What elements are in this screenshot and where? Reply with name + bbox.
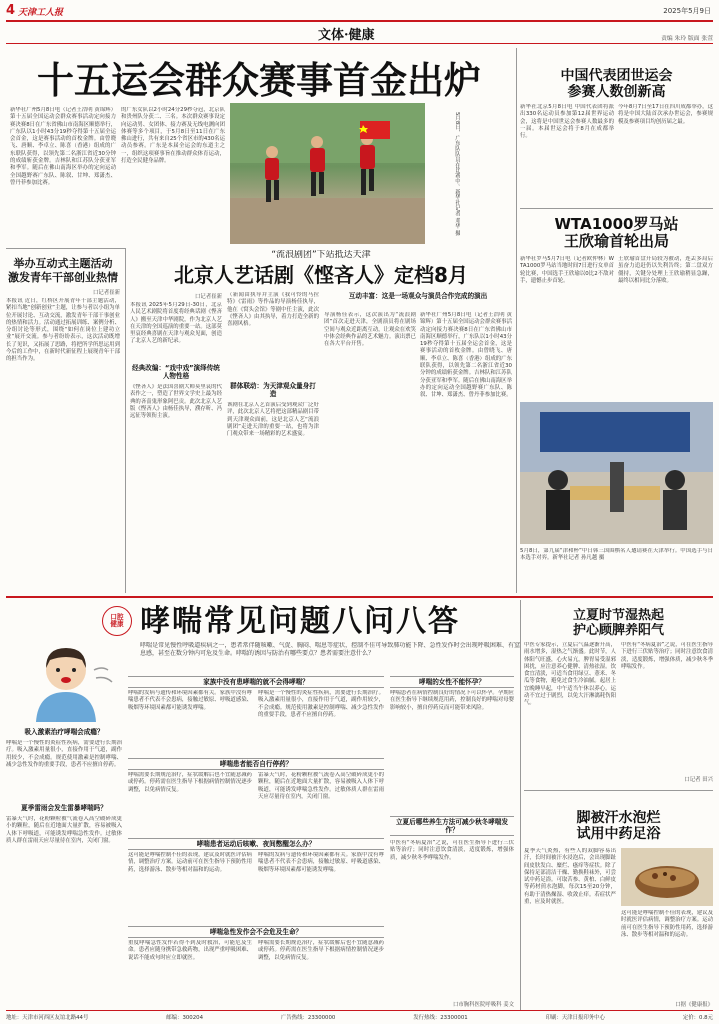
headline-summer-2: 护心顾脾养阳气: [572, 623, 664, 638]
headline-foot-bath-2: 试用中药足浴: [576, 826, 661, 842]
footer-price: 定价：0.8元: [682, 1015, 713, 1021]
herbal-bowl-illustration: [621, 848, 713, 906]
headline-drama: 北京人艺话剧《悭吝人》定档8月: [174, 263, 468, 287]
top-rule: [6, 20, 713, 22]
col-divider-left: [125, 248, 126, 593]
article-drama-col1b: 《悭吝人》是法国喜剧大师莫里哀的代表作之一，塑造了世界文学史上最为经典的吝啬鬼形象阿巴贡。此次北京人艺版《悭吝人》由杨佳执导，濮存昕、冯远征等领衔主演。: [130, 384, 222, 420]
footer-rule: [6, 1010, 713, 1011]
subhead-drama-2: 群体联动：为天津观众量身打造: [230, 382, 316, 398]
headline-wta-1: WTA1000罗马站: [554, 216, 679, 233]
asthma-a4-col2: 雷暴天气时，花粉颗粒被气流卷入高空破碎成更小的颗粒，随后在近地面大量扩散，容易被吸入人体下呼吸道，可能诱发哮喘急性发作。过敏体质人群在雷雨天应尽量待在室内，关闭门窗。: [258, 772, 384, 800]
footer: [6, 1013, 713, 1023]
article-youth-cadre: 本报讯 近日，红桥区开展青年干部主题活动，紧扣当地“创新创业”主题，让参与者以小组为单位开展讨论、互动交流，激发青年干部干事创业的热情和活力。活动通过拓展训练、案例分析、分组讨论等形式，围绕“如何在岗位上建功立业”展开交流。参与者纷纷表示，这次活动既增长了见识，又拓展了思路，将把所学所思运用到今后的工作中，在新时代新征程上展现青年干部的担当作为。: [6, 298, 120, 363]
subhead-drama-1: 经典改编：“戏中戏”演绎传统人物性格: [132, 364, 220, 380]
paper-name: 天津工人报: [18, 8, 64, 18]
photo-herbal-bath: [621, 848, 713, 906]
runners-illustration: [230, 103, 425, 244]
article-summer-col1: 中医专家提示，立夏后气温逐渐升高，雨水增多，湿热之气渐盛。此时节，人体阳气旺盛，心火易亢，脾胃易受湿邪困扰，应注意养心健脾、清热祛湿。饮食宜清淡，可适当食用绿豆、薏米、冬瓜等食物，避免过食生冷油腻。起居上宜晚睡早起，中午适当午休以养心。运动不宜过于剧烈，以免大汗淋漓耗伤阳气。: [524, 642, 616, 707]
rule-world-games: [520, 208, 713, 209]
issue-date: 2025年5月9日: [663, 7, 711, 15]
go-match-illustration: [520, 402, 713, 544]
kicker-drama: “流浪剧团”下站抵达天津: [271, 250, 371, 260]
asthma-q3: 家族中没有患哮喘的就不会得哮喘？: [128, 676, 384, 688]
article-wta-col1: 新华社罗马5月7日电（记者欧仲林）WTA1000罗马站当地时间7日进行女单首轮比赛，中国选手王欣瑜以0比2不敌对手，遗憾止步首轮。: [520, 256, 614, 284]
footer-distribution: 发行热线：23300001: [413, 1015, 468, 1021]
rule-summer: [524, 790, 713, 791]
page-number: 4: [6, 3, 16, 18]
asthma-q8: 立夏后哪些养生方法可减少秋冬哮喘发作？: [390, 816, 514, 836]
headline-foot-bath-1: 脚被汗水泡烂: [576, 810, 661, 826]
illustration-asthma: [6, 640, 124, 722]
asthma-a3-col2: 哮喘是一个慢性的炎症性疾病，需要进行长期治疗。吸入激素用量很小，直接作用于气道，副作用较少，不会成瘾。规范使用激素是控制哮喘、减少急性发作的重要手段，患者不应擅自停药。: [258, 690, 384, 718]
health-tag-label: 口腔健康: [110, 612, 124, 628]
editor-credits: 责编 朱玲 版面 张萱: [661, 36, 713, 42]
article-summer-col2: 中医有“冬病夏治”之说，可在医生指导下进行三伏贴等治疗；同时注意饮食清淡，适度锻炼，增强体质，减少秋冬季哮喘发作。: [621, 642, 713, 670]
asthma-a6-col1: 重度哮喘急性发作若得不到及时救治，可能危及生命。患者应随身携带急救药物，出现严重呼吸困难、说话不能成句时应立即就医。: [128, 940, 252, 961]
article-national-games-col1: 新华社广州5月8日电（记者王浩明 黄锦辉）第十五届全国运动会群众赛事活动定向接力赛决赛8日在广东省佛山市南海区顺德举行，广东队以1小时43分19秒夺得第十五届全运会首金，这是赛事活动的首枚金牌。由曾晓飞、唐顺、李卓立、陈喜（香港）组成的广东联队获得，以领先第二名浙江省近30分钟的成绩斩获金牌。吉林队和江苏队分获亚军和季军。随后在佛山南海区举办的定向运动全国越野赛广东队、陈叙、甘坤、郑潇杰、曾丹菲参加比赛。: [10, 107, 116, 186]
byline-asthma: 口市胸科医院呼吸科 姜文: [452, 1002, 514, 1008]
footer-postcode: 邮编：300204: [166, 1015, 204, 1021]
photo-relay-race: [230, 103, 425, 244]
section-title: 文体·健康: [318, 28, 375, 42]
band-rule: [6, 596, 713, 598]
asthma-a7: 哮喘患者在病情控制良好的情况下可以怀孕。孕期应在医生指导下继续规范用药，控制良好的哮喘对母婴影响较小，擅自停药反而可能带来风险。: [390, 690, 514, 711]
byline-summer: 口记者 田兴: [684, 777, 713, 783]
article-foot-bath-col1: 夏季天气炎热，有些人的双脚容易出汗，长时间被汗水浸泡后，会出现脚趾间皮肤发白、糜烂、瘙痒等症状。除了保持足部清洁干燥、勤换鞋袜外，可尝试中药足浴。可取苦参、黄柏、白鲜皮等药材煎水泡脚，每次15至20分钟，有助于清热燥湿、收敛止痒。若症状严重，应及时就医。: [524, 848, 616, 906]
footer-printer: 印刷：天津日报印务中心: [545, 1015, 605, 1021]
article-world-games-col2: 今年8月7日至17日在四川成都举办，这将是中国大陆首次承办世运会，参赛规模及参赛项目均创历届之最。: [618, 104, 713, 125]
photo-caption-go: 5月8日，第九届“津和杯”中日韩三国围棋名人邀请赛在天津举行。中国选手与日本选手对弈。新华社记者 孙凡越 摄: [520, 548, 713, 562]
article-foot-bath-col2: 这可能是哮喘控制不佳的表现，建议及时就医评估病情，调整治疗方案。运动前可在医生指导下预防性用药，选择游泳、散步等相对温和的运动。: [621, 910, 713, 938]
col-divider-right: [516, 48, 517, 593]
footer-address: 地址：天津市河西区友谊北路44号: [6, 1015, 89, 1021]
subhead-drama-3: 互动丰富：这是一场观众与演员合作完成的演出: [348, 292, 488, 300]
headline-asthma: 哮喘常见问题八问八答: [140, 604, 460, 639]
headline-world-games-2: 参赛人数创新高: [567, 84, 666, 100]
asthma-q5: 哮喘患者运动后咳嗽、夜间憋醒怎么办？: [128, 838, 384, 850]
asthma-q6: 哮喘急性发作会不会危及生命？: [128, 926, 384, 938]
asthma-q4: 哮喘患者能否自行停药？: [128, 758, 384, 770]
asthma-a4-col1: 哮喘需要长期规范治疗，症状缓解后也不宜随意减药或停药。停药需在医生指导下根据病情控制情况逐步调整，以免病情反复。: [128, 772, 252, 793]
article-drama-col3: 导演杨佳表示，这次演出为“流浪剧团”首次走进天津，全剧演员将在剧场空间与观众近距离互动，让观众在欢笑中体会经典作品的艺术魅力。演出票已在各大平台开售。: [324, 312, 416, 348]
byline-foot-bath: 口据《健康报》: [675, 1002, 713, 1008]
asthma-q7: 哮喘的女性不能怀孕？: [390, 676, 514, 688]
headline-world-games-1: 中国代表团世运会: [560, 68, 673, 84]
health-tag: [102, 606, 132, 636]
article-asthma-lead: 哮喘是常见慢性呼吸道疾病之一，患者常伴随咳嗽、气促、胸闷、喘息等症状，控制不佳可导致肺功能下降、急性发作时会出现呼吸困难、有窒息感，甚至在数分钟内可危及生命。哮喘的诱因与防治有哪些要点？患者需要注意什么？: [140, 642, 520, 657]
article-world-games-col1: 新华社北京5月8日电 中国代表团将派出330名运动员参加第12届世界运动会，这将是中国世运会参赛人数最多的一届。本届世运会将于8月在成都举行。: [520, 104, 614, 140]
headline-youth-cadre-1: 举办互动式主题活动: [13, 257, 113, 270]
footer-ads: 广告热线：23300000: [280, 1015, 336, 1021]
rule-left-upper: [6, 248, 126, 249]
section-bar: [6, 24, 713, 42]
photo-caption-relay: 5月8日，广东队队员在比赛中。新华社记者 邓华 摄: [454, 112, 460, 236]
asthma-a5-col2: 哮喘的发病与遗传和环境因素都有关。家族中没有哮喘患者不代表不会患病，接触过敏原、呼吸道感染、吸烟等环境因素都可能诱发哮喘。: [258, 852, 384, 873]
article-drama-col4: 新华社广州5月8日电（记者王浩明 黄锦辉）第十五届全国运动会群众赛事活动定向接力赛决赛8日在广东省佛山市南海区顺德举行，广东队以1小时43分19秒夺得第十五届全运会首金，这是赛事活动的首枚金牌。由曾晓飞、唐顺、李卓立、陈喜（香港）组成的广东联队获得，以领先第二名浙江省近30分钟的成绩斩获金牌。吉林队和江苏队分获亚军和季军。随后在佛山南海区举办的定向运动全国越野赛广东队、陈叙、甘坤、郑潇杰、曾丹菲参加比赛。: [420, 312, 512, 399]
article-wta-col2: 王欣瑜首盘开局较为被动，连丢多局后虽奋力追赶仍以失利告终；第二盘双方僵持，关键分处理上王欣瑜稍显急躁，最终以相同比分落败。: [618, 256, 713, 284]
headline-wta-2: 王欣瑜首轮出局: [563, 233, 669, 250]
coughing-person-icon: [6, 640, 124, 722]
article-drama-col2b: 该剧在北京人艺首演后受到观众广泛好评，此次北京人艺将把这部精品剧目带到天津观众面前，这是北京人艺“流浪剧团”走进天津的重要一站，也将为津门观众带来一场精彩的艺术盛宴。: [227, 402, 319, 438]
asthma-q2: 夏季雷雨会发生雷暴哮喘吗？: [21, 804, 107, 812]
asthma-a6-col2: 哮喘需要长期规范治疗，症状缓解后也不宜随意减药或停药。停药需在医生指导下根据病情控制情况逐步调整，以免病情反复。: [258, 940, 384, 961]
article-national-games-col2: 的广东女队以2小时24分29秒夺冠，北京队和贵州队分获二、三名。本次群众赛事设定向运动男、女团体、接力赛及无线电测向团体赛等多个项目，于5月8日至11日在广东佛山进行，共有来自25个省区市的430名运动员参赛。广东是本届全运会的东道主之一，组织这项赛事旨在推动群众体育运动，打造全民健身品牌。: [121, 107, 225, 165]
headline-national-games: 十五运会群众赛事首金出炉: [37, 58, 481, 102]
asthma-a5-col1: 这可能是哮喘控制不佳的表现，建议及时就医评估病情，调整治疗方案。运动前可在医生指导下预防性用药，选择游泳、散步等相对温和的运动。: [128, 852, 252, 873]
byline-drama: 口记者崔新: [195, 294, 222, 300]
asthma-q1: 吸入激素治疗哮喘会成瘾？: [24, 728, 104, 736]
article-drama-col1: 本报讯 2025年5月29日-30日，北京人民艺术剧院将首度将经典话剧《悭吝人》搬至天津中华剧院，作为北京人艺在天津的全国巡演的重要一站。这部莫里哀经典喜剧在天津与观众见面，创造了北京人艺的新纪录。: [130, 302, 222, 345]
asthma-a1: 哮喘是一个慢性的炎症性疾病，需要进行长期治疗。吸入激素用量很小，直接作用于气道，副作用较少，不会成瘾。规范使用激素是控制哮喘、减少急性发作的重要手段，患者不应擅自停药。: [6, 740, 122, 768]
section-rule: [6, 43, 713, 44]
asthma-a3-col1: 哮喘的发病与遗传和环境因素都有关。家族中没有哮喘患者不代表不会患病，接触过敏原、呼吸道感染、吸烟等环境因素都可能诱发哮喘。: [128, 690, 252, 711]
headline-summer-1: 立夏时节湿热起: [572, 608, 664, 623]
headline-youth-cadre-2: 激发青年干部创业热情: [8, 271, 118, 284]
article-drama-col2: （新闻由执导并主演《我可怜的马拉特》《雷雨》等作品的导演杨佳执导，他在《窝头会馆》等剧中任主演，此次《悭吝人》由其执导，着力打造全新的喜剧风格。: [227, 292, 319, 328]
byline-youth-cadre: 口记者崔新: [93, 290, 120, 296]
photo-go-match: [520, 402, 713, 544]
col-divider-bottom-right: [520, 600, 521, 1010]
masthead: [6, 3, 713, 19]
asthma-a8: 中医有“冬病夏治”之说，可在医生指导下进行三伏贴等治疗；同时注意饮食清淡，适度锻炼，增强体质，减少秋冬季哮喘发作。: [390, 840, 514, 861]
asthma-a2: 雷暴天气时，花粉颗粒被气流卷入高空破碎成更小的颗粒，随后在近地面大量扩散，容易被吸入人体下呼吸道，可能诱发哮喘急性发作。过敏体质人群在雷雨天应尽量待在室内，关闭门窗。: [6, 816, 122, 844]
